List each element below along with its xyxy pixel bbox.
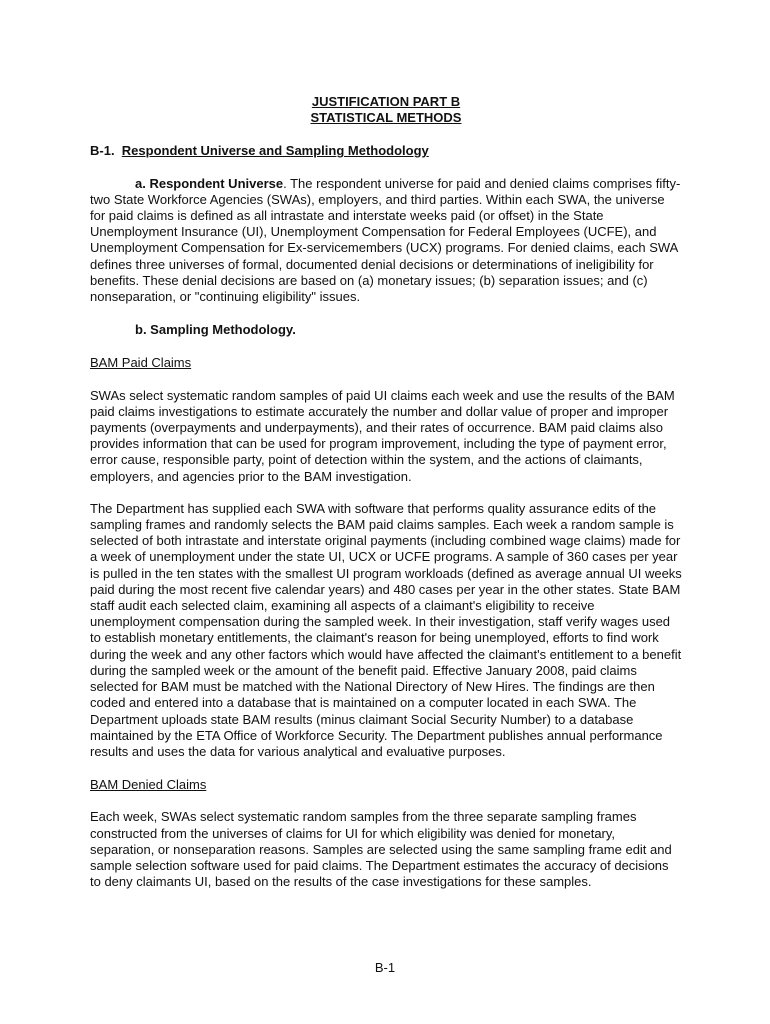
subsection-b-label: b. Sampling Methodology.	[135, 322, 296, 338]
subsection-a-label: a. Respondent Universe	[135, 175, 284, 191]
part-title: JUSTIFICATION PART B	[311, 94, 461, 109]
bam-paid-paragraph-1: SWAs select systematic random samples of paid UI claims each week and use the results of the BAM paid claims investigations to estimate accurately the number and dollar value of proper and improper payments (overpayments and underpayments), and their rates of occurrence. BAM paid claims also provides information that can be used for program improvement, including the type of payment error, error cause, responsible party, point of detection within the system, and the actions of claimants, employers, and agencies prior to the BAM investigation.	[90, 387, 675, 484]
section-title: Respondent Universe and Sampling Methodology	[121, 143, 429, 159]
respondent-universe-paragraph	[90, 176, 682, 306]
bam-paid-paragraph-2: The Department has supplied each SWA with software that performs quality assurance edits of the sampling frames and randomly selects the BAM paid claims samples. Each week a random sample is selected of both intrastate and interstate original payments (including combined wage claims) made for a week of unemployment under the state UI, UCX or UCFE programs. A sample of 360 cases per year is pulled in the ten states with the smallest UI program workloads (defined as average annual UI weeks paid during the most recent five calendar years) and 480 cases per year in the other states. State BAM staff audit each selected claim, examining all aspects of a claimant's eligibility to receive unemployment compensation during the sampled week. In their investigation, staff verify wages used to establish monetary entitlements, the claimant's reason for being unemployed, efforts to find work during the week and any other factors which would have affected the claimant's entitlement to a benefit during the sampled week or the amount of the benefit paid. Effective January 2008, paid claims selected for BAM must be matched with the National Directory of New Hires. The findings are then coded and entered into a database that is maintained on a computer located in each SWA. The Department uploads state BAM results (minus claimant Social Security Number) to a database maintained by the ETA Office of Workforce Security. The Department publishes annual performance results and uses the data for various analytical and evaluative purposes.	[90, 500, 682, 759]
document-page	[90, 94, 682, 890]
section-number: B-1.	[90, 143, 115, 159]
bam-denied-heading: BAM Denied Claims	[90, 777, 207, 793]
section-b1-heading	[90, 143, 682, 159]
part-subtitle: STATISTICAL METHODS	[310, 110, 462, 126]
bam-denied-paragraph-1: Each week, SWAs select systematic random samples from the three separate sampling frames constructed from the universes of claims for UI for which eligibility was denied for monetary, separation, or nonseparation reasons. Samples are selected using the same sampling frame edit and sample selection software used for paid claims. The Department estimates the accuracy of decisions to deny claimants UI, based on the results of the case investigations for these samples.	[90, 809, 672, 890]
bam-paid-heading: BAM Paid Claims	[90, 355, 192, 371]
subsection-a-text: . The respondent universe for paid and denied claims comprises fifty-two State Workforce Agencies (SWAs), employers, and third parties. Within each SWA, the universe for paid claims is defined as all intrastate and interstate weeks paid (or offset) in the State Unemployment Insurance (UI), Unemployment Compensation for Federal Employees (UCFE), and Unemployment Compensation for Ex-servicemembers (UCX) programs. For denied claims, each SWA defines three universes of formal, documented denial decisions or determinations of ineligibility for benefits. These denial decisions are based on (a) monetary issues; (b) separation issues; and (c) nonseparation, or "continuing eligibility" issues.	[90, 175, 681, 305]
page-number: B-1	[374, 960, 396, 975]
